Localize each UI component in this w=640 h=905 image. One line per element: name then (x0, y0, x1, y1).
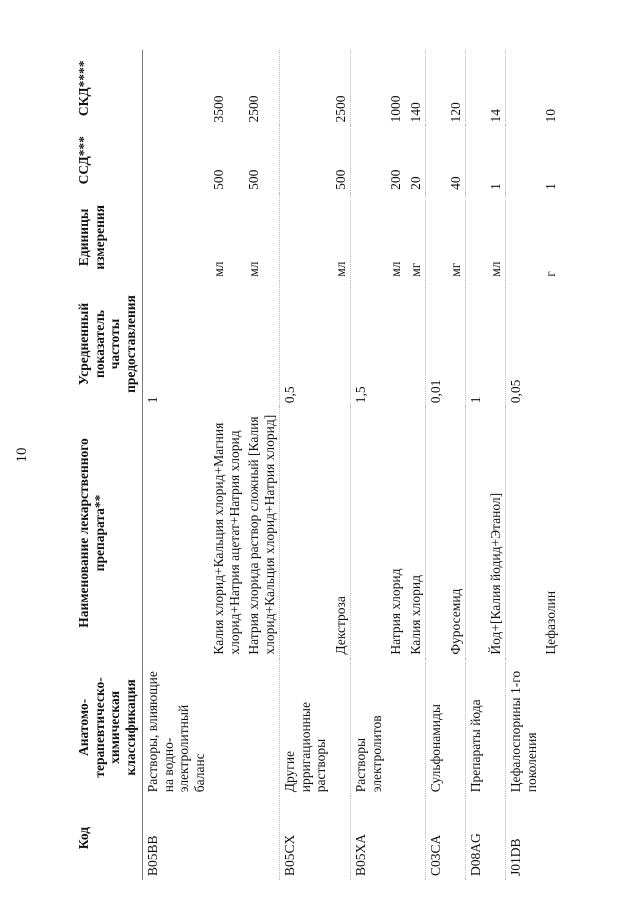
cell-freq (331, 281, 351, 408)
cell-drug: Фуросемид (447, 588, 463, 655)
cell-atc (209, 659, 244, 797)
cell-code (446, 796, 466, 880)
cell-unit (351, 194, 387, 281)
cell-drug (280, 407, 331, 658)
cell-ssd (426, 126, 446, 193)
cell-freq (244, 281, 280, 408)
cell-ssd: 500 (332, 169, 348, 190)
cell-atc: Растворы, влияющие на водно-электролитный баланс (145, 671, 207, 793)
cell-code: B05XA (351, 796, 387, 880)
table-row (426, 50, 446, 880)
cell-skd (466, 50, 486, 126)
cell-unit: мл (388, 261, 404, 277)
cell-skd: 3500 (211, 95, 227, 123)
cell-skd (506, 50, 542, 126)
cell-drug (466, 407, 486, 658)
cell-drug (143, 407, 210, 658)
table-row (143, 50, 210, 880)
header-frequency: Усредненный показатель частоты предоставления (72, 281, 143, 408)
cell-ssd (351, 126, 387, 193)
cell-skd (351, 50, 387, 126)
cell-unit: мг (407, 262, 423, 277)
cell-unit: мл (246, 261, 262, 277)
header-ssd: ССД*** (72, 126, 143, 193)
cell-drug: Натрия хлорида раствор сложный [Калия хлорид+Кальция хлорид+Натрия хлорид] (246, 414, 277, 655)
cell-freq: 1 (466, 281, 486, 408)
cell-atc: Другие ирригационные растворы (280, 659, 331, 797)
cell-freq: 1,5 (351, 281, 387, 408)
cell-drug (426, 407, 446, 658)
cell-freq (209, 281, 244, 408)
table-header-row (72, 50, 143, 880)
table-row (331, 50, 351, 880)
cell-code: B05CX (280, 796, 331, 880)
table-row (406, 50, 426, 880)
table-row (280, 50, 331, 880)
cell-ssd (506, 126, 542, 193)
cell-code (209, 796, 244, 880)
cell-code: B05BB (145, 835, 161, 876)
rotated-table-container (72, 50, 602, 880)
cell-code: J01DB (506, 796, 542, 880)
cell-drug: Цефазолин (543, 590, 559, 655)
cell-code (406, 796, 426, 880)
cell-freq (486, 281, 506, 408)
cell-atc (541, 659, 561, 797)
cell-freq: 0,5 (280, 281, 331, 408)
cell-ssd (466, 126, 486, 193)
cell-drug (506, 407, 542, 658)
cell-unit (280, 194, 331, 281)
cell-skd (143, 50, 210, 126)
cell-unit: мг (447, 262, 463, 277)
cell-code: D08AG (466, 796, 486, 880)
cell-atc (486, 659, 506, 797)
cell-code (244, 796, 280, 880)
header-skd: СКД**** (72, 50, 143, 126)
cell-skd: 2500 (246, 95, 262, 123)
cell-atc (446, 659, 466, 797)
cell-freq: 0,05 (506, 281, 542, 408)
table-row (446, 50, 466, 880)
cell-ssd: 200 (388, 169, 404, 190)
cell-unit (506, 194, 542, 281)
cell-ssd (280, 126, 331, 193)
table-row (506, 50, 542, 880)
cell-atc: Растворы электролитов (351, 659, 387, 797)
cell-skd: 140 (407, 102, 423, 123)
cell-atc (244, 659, 280, 797)
cell-ssd: 40 (447, 176, 463, 190)
cell-unit: г (543, 271, 559, 277)
cell-atc: Сульфонамиды (426, 659, 446, 797)
cell-skd: 10 (543, 108, 559, 123)
table-row (351, 50, 387, 880)
drug-table (72, 50, 561, 880)
cell-drug: Йод+[Калия йодид+Этанол] (487, 492, 503, 655)
cell-drug (351, 407, 387, 658)
table-row (244, 50, 280, 880)
cell-drug: Калия хлорид (407, 575, 423, 655)
cell-unit (426, 194, 446, 281)
cell-code (331, 796, 351, 880)
cell-drug: Натрия хлорид (388, 568, 404, 655)
cell-freq (386, 281, 406, 408)
table-row (486, 50, 506, 880)
cell-freq: 1 (145, 396, 161, 404)
cell-drug: Калия хлорид+Кальция хлорид+Магния хлорид+Натрия ацетат+Натрия хлорид (211, 422, 242, 655)
header-code: Код (72, 796, 143, 880)
table-row (386, 50, 406, 880)
cell-atc (331, 659, 351, 797)
cell-code: C03CA (426, 796, 446, 880)
cell-freq (541, 281, 561, 408)
table-row (541, 50, 561, 880)
cell-code (486, 796, 506, 880)
cell-freq (406, 281, 426, 408)
cell-unit: мл (487, 261, 503, 277)
cell-skd: 14 (487, 108, 503, 123)
cell-ssd: 1 (487, 183, 503, 190)
cell-skd (426, 50, 446, 126)
cell-atc: Цефалоспорины 1-го поколения (506, 659, 542, 797)
header-drug: Наименование лекарственного препарата** (72, 407, 143, 658)
cell-atc (406, 659, 426, 797)
table-row (466, 50, 486, 880)
page-number: 10 (14, 447, 30, 463)
cell-freq: 0,01 (426, 281, 446, 408)
cell-drug: Декстроза (332, 596, 348, 655)
cell-ssd (143, 126, 210, 193)
cell-freq (446, 281, 466, 408)
cell-ssd: 1 (543, 183, 559, 190)
header-atc: Анатомо-терапевтическо-химическая классификация (72, 659, 143, 797)
header-unit: Единицы измерения (72, 194, 143, 281)
cell-code (541, 796, 561, 880)
cell-unit (466, 194, 486, 281)
table-row (209, 50, 244, 880)
cell-code (386, 796, 406, 880)
cell-atc (386, 659, 406, 797)
cell-atc: Препараты йода (466, 659, 486, 797)
cell-ssd: 20 (407, 176, 423, 190)
cell-ssd: 500 (211, 169, 227, 190)
cell-ssd: 500 (246, 169, 262, 190)
cell-unit (143, 194, 210, 281)
cell-skd: 1000 (388, 95, 404, 123)
cell-unit: мл (332, 261, 348, 277)
cell-skd: 2500 (332, 95, 348, 123)
cell-skd (280, 50, 331, 126)
cell-skd: 120 (447, 102, 463, 123)
cell-unit: мл (211, 261, 227, 277)
